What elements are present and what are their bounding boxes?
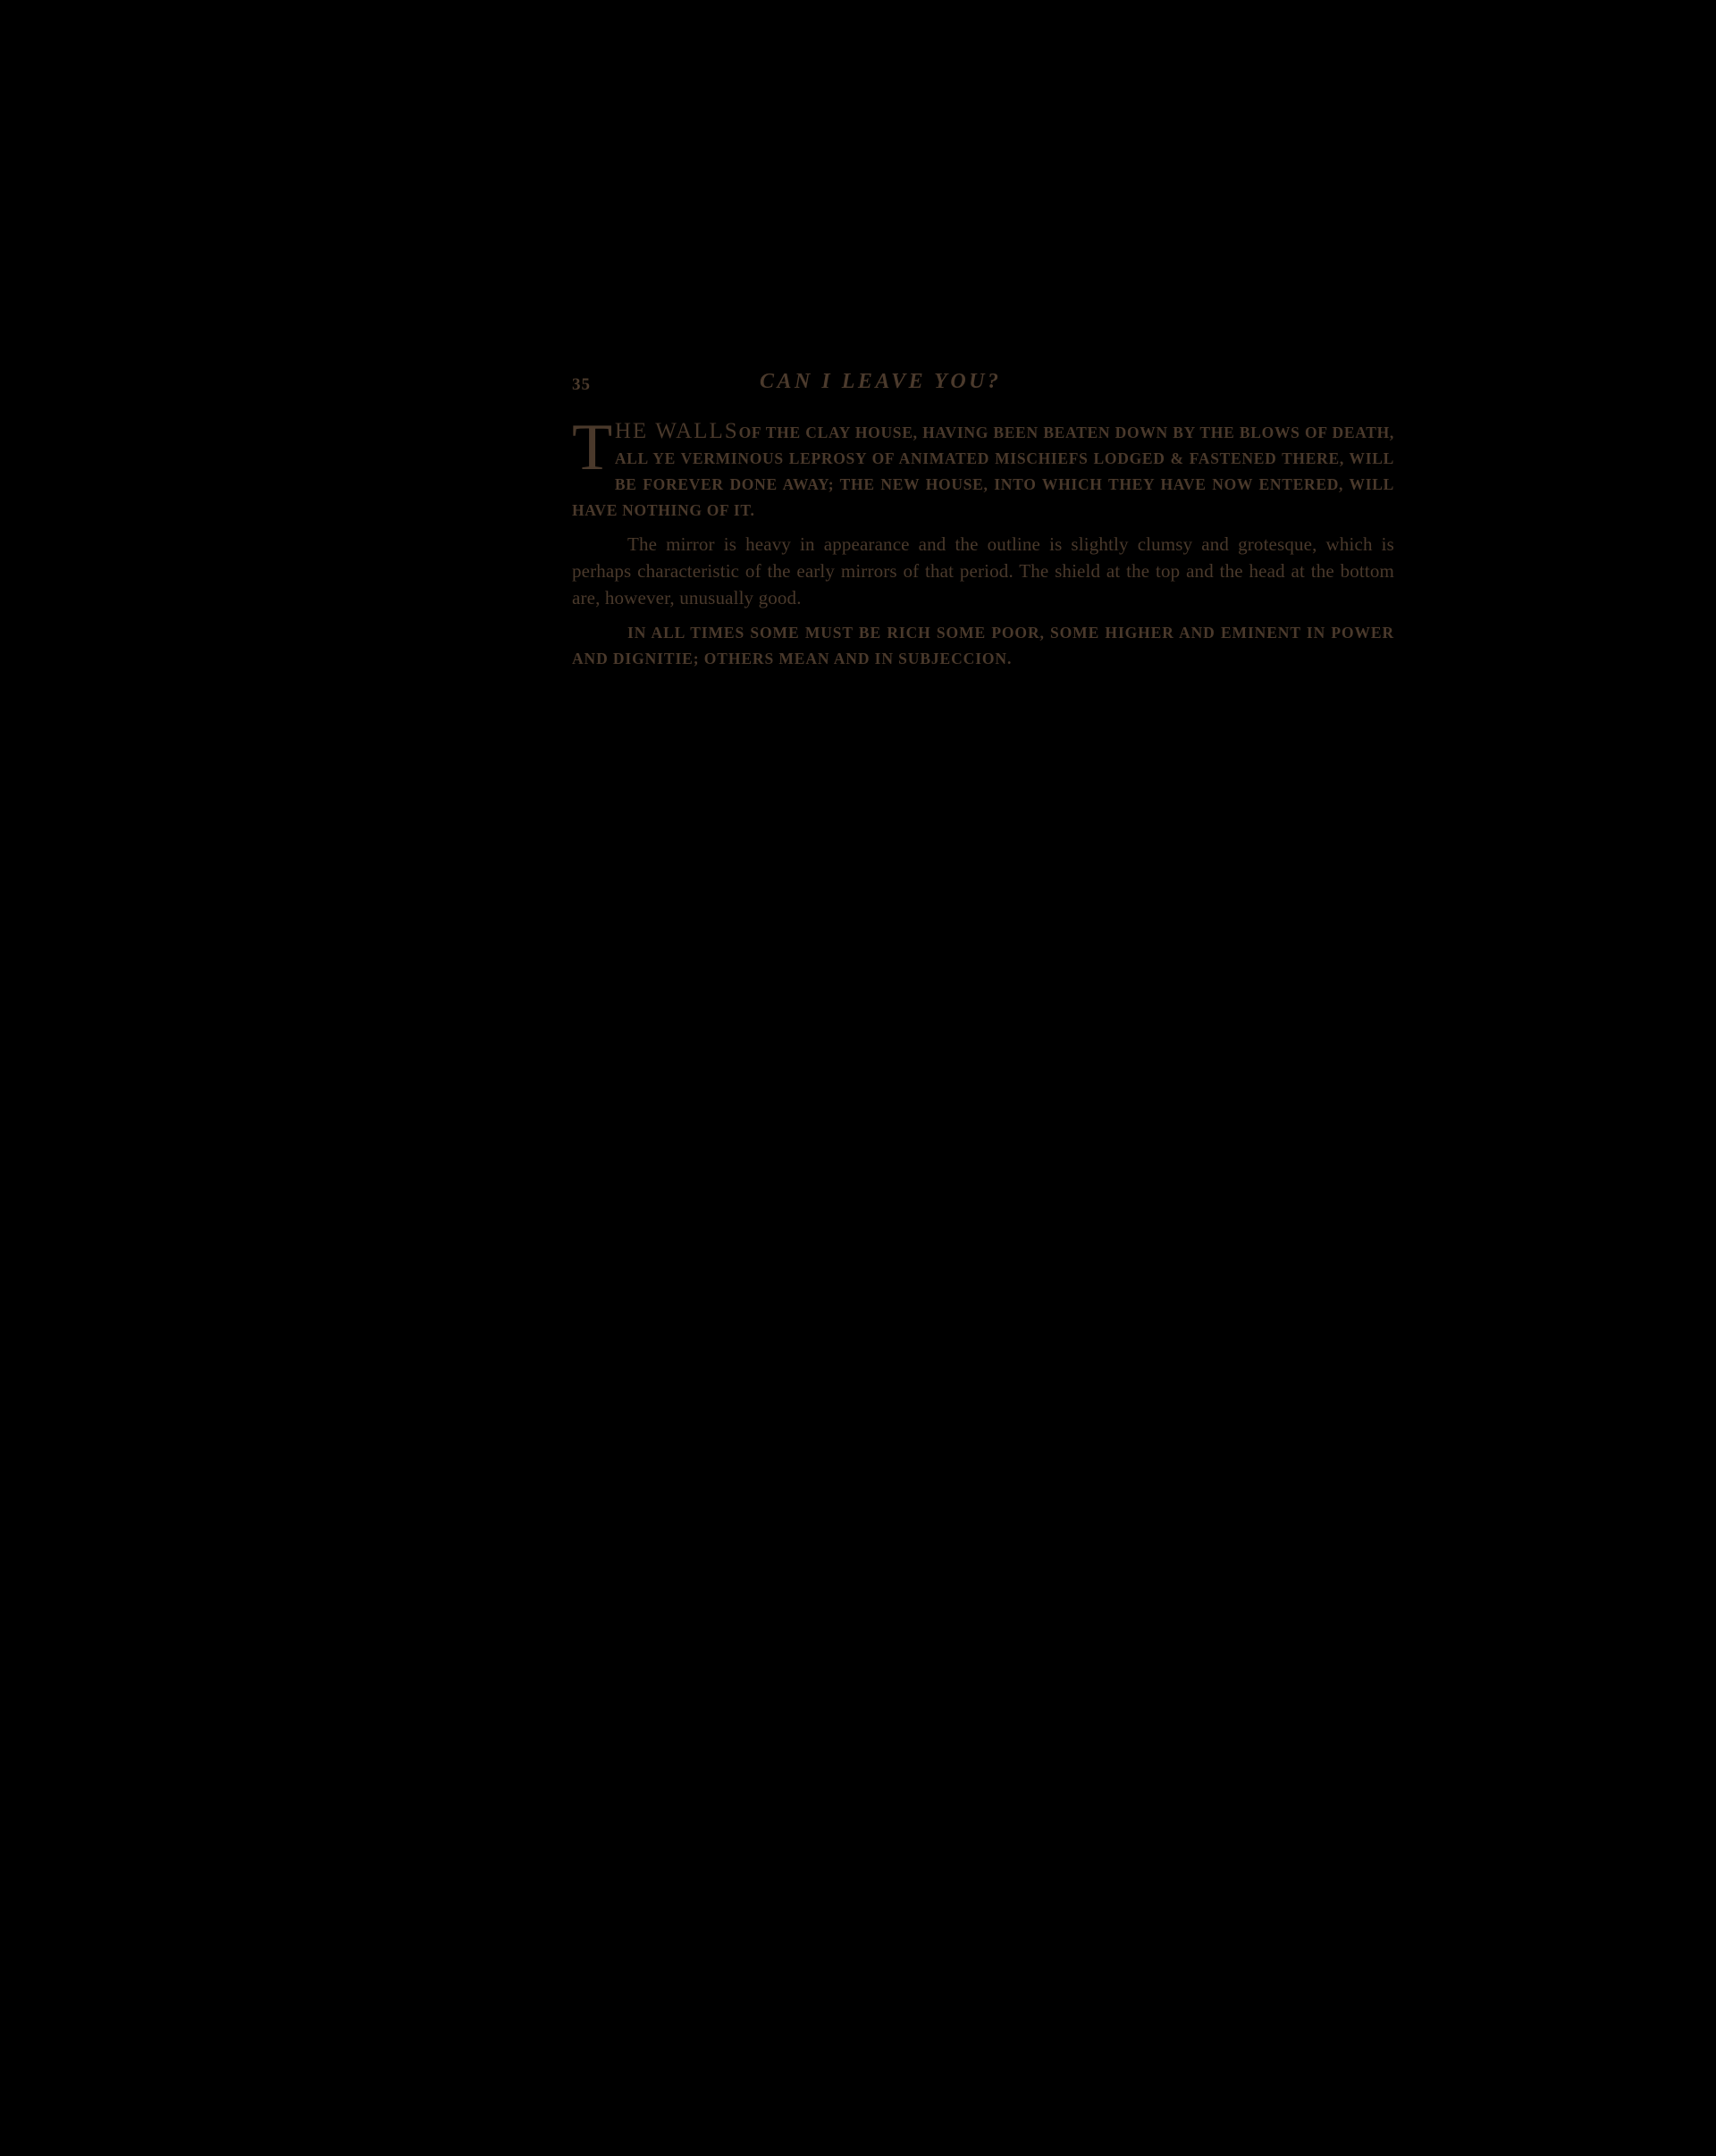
paragraph-opening-text: OF THE CLAY HOUSE, HAVING BEEN BEATEN DOWN BY THE BLOWS OF DEATH, ALL YE VERMINOUS LEPROSY OF ANIMATED MISCHIEFS LODGED & FASTENED THERE, WILL BE FOREVER DONE AWAY; THE NEW HOUSE, INTO WHICH THEY HAVE NOW ENTERED, WILL HAVE NOTHING OF IT. (572, 424, 1394, 519)
running-head-title: CAN I LEAVE YOU? (760, 370, 1002, 393)
paragraph-opening (572, 411, 1394, 524)
paragraph-closing: IN ALL TIMES SOME MUST BE RICH SOME POOR, SOME HIGHER AND EMINENT IN POWER AND DIGNITIE; OTHERS MEAN AND IN SUBJECCION. (572, 624, 1394, 667)
drop-cap: T (572, 411, 613, 484)
page-number: 35 (572, 375, 591, 394)
lead-words: HE WALLS (614, 419, 739, 443)
running-head (572, 365, 1394, 407)
paragraph-mirror: The mirror is heavy in appearance and the outline is slightly clumsy and grotesque, which is perhaps characteristic of the early mirrors of that period. The shield at the top and the head at the bottom are, however, unusually good. (572, 533, 1394, 608)
text-column (572, 365, 1394, 672)
